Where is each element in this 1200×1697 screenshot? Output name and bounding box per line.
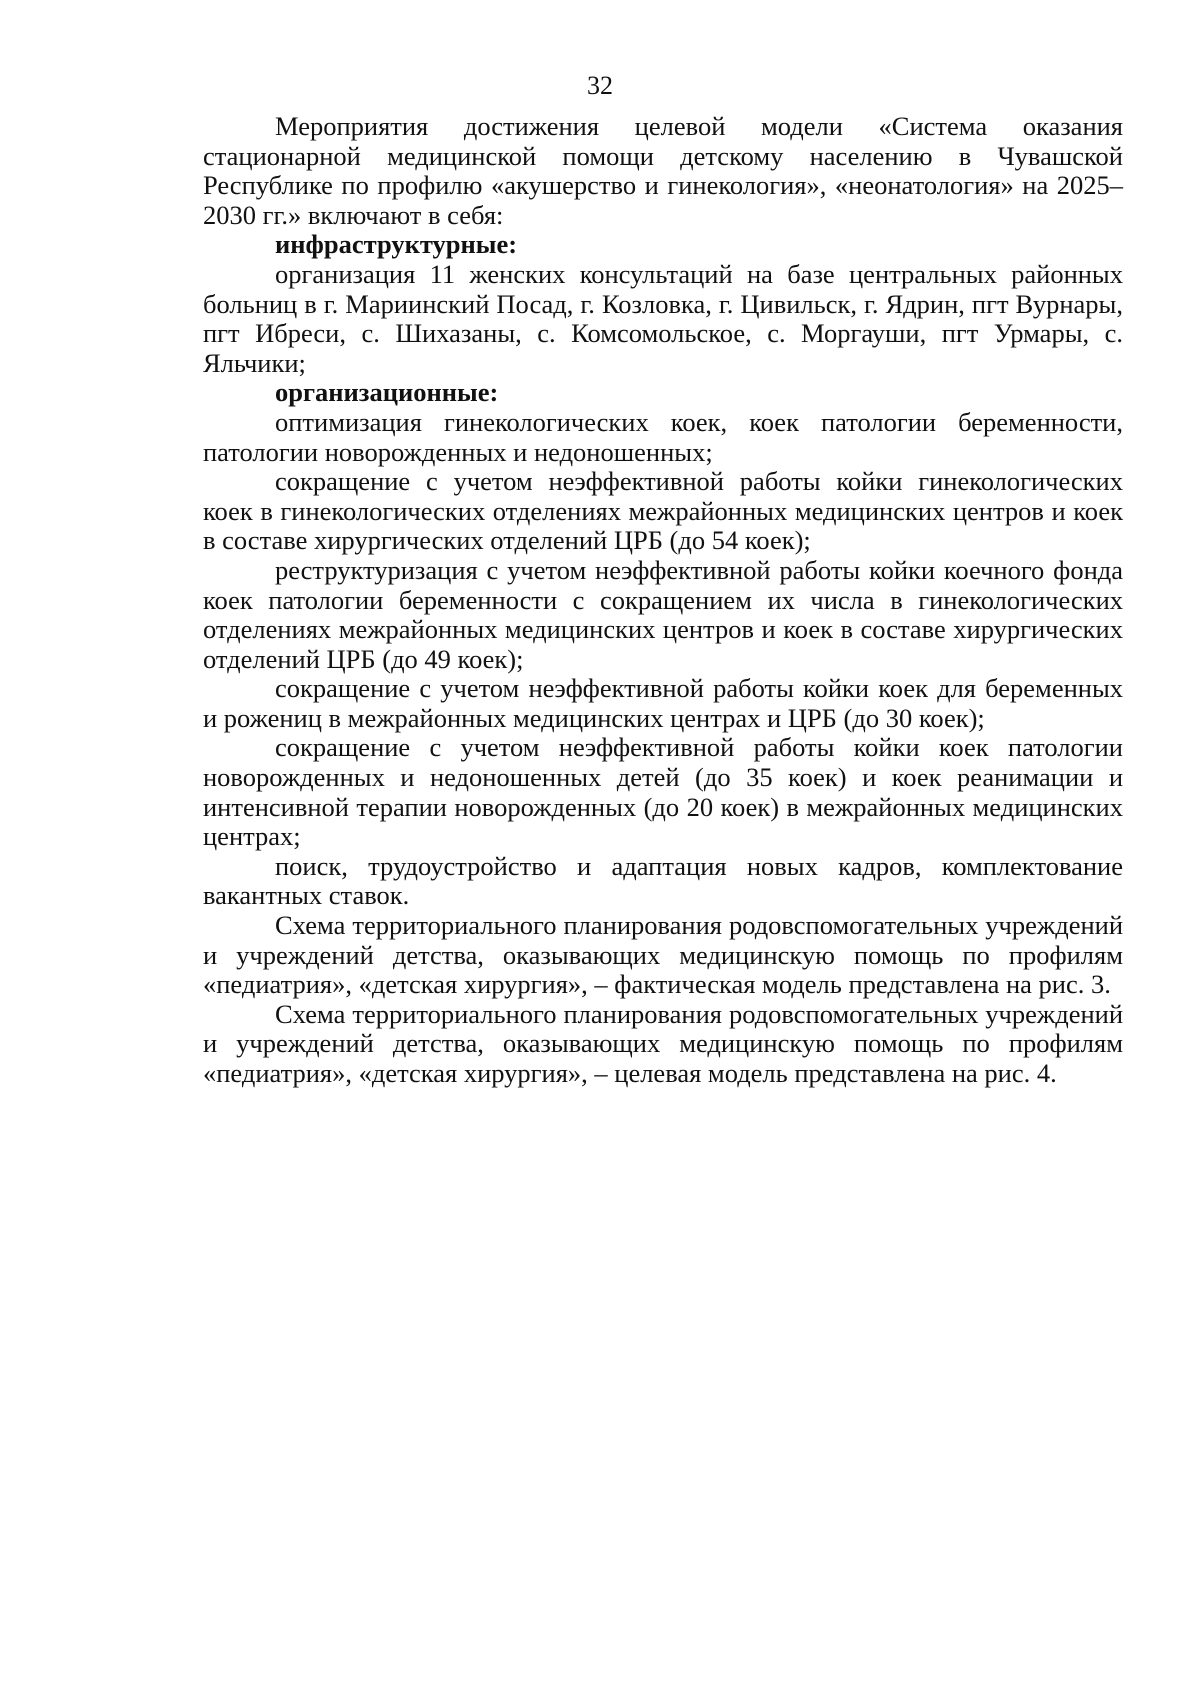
heading-organizational: организационные: — [275, 377, 499, 408]
paragraph-scheme-target: Схема территориального планирования родовспомогательных учреждений и учреждений детства, оказывающих медицинскую помощь по профилям «педиатрия», «детская хирургия», – целевая модель представлена на рис. 4. — [203, 998, 1123, 1088]
paragraph-organizational-3: реструктуризация с учетом неэффективной работы койки коечного фонда коек патологии беременности с сокращением их числа в гинекологических отделениях межрайонных медицинских центров и коек в составе хирургических отделений ЦРБ (до 49 коек); — [203, 554, 1123, 674]
paragraph-organizational-2: сокращение с учетом неэффективной работы койки гинекологических коек в гинекологических отделениях межрайонных медицинских центров и коек в составе хирургических отделений ЦРБ (до 54 коек); — [203, 466, 1123, 556]
paragraph-organizational-5: сокращение с учетом неэффективной работы койки коек патологии новорожденных и недоношенных детей (до 35 коек) и коек реанимации и интенсивной терапии новорожденных (до 20 коек) в межрайонных медицинских центрах; — [203, 732, 1123, 852]
paragraph-organizational-4: сокращение с учетом неэффективной работы койки коек для беременных и рожениц в межрайонных медицинских центрах и ЦРБ (до 30 коек); — [203, 673, 1123, 733]
document-body — [203, 112, 1123, 1089]
paragraph-infrastructure-1: организация 11 женских консультаций на базе центральных районных больниц в г. Мариинский Посад, г. Козловка, г. Цивильск, г. Ядрин, пгт Вурнары, пгт Ибреси, с. Шихазаны, с. Комсомольское, с. Моргауши, пгт Урмары, с. Яльчики; — [203, 258, 1123, 378]
heading-infrastructure: инфраструктурные: — [275, 229, 518, 260]
paragraph-organizational-1: оптимизация гинекологических коек, коек патологии беременности, патологии новорожденных и недоношенных; — [203, 406, 1123, 467]
page-number: 32 — [587, 71, 613, 100]
paragraph-scheme-actual: Схема территориального планирования родовспомогательных учреждений и учреждений детства, оказывающих медицинскую помощь по профилям «педиатрия», «детская хирургия», – фактическая модель представлена на рис. 3. — [203, 910, 1123, 1000]
paragraph-intro: Мероприятия достижения целевой модели «Система оказания стационарной медицинской помощи детскому населению в Чувашской Республике по профилю «акушерство и гинекология», «неонатология» на 2025–2030 гг.» включают в себя: — [203, 111, 1123, 230]
paragraph-organizational-6: поиск, трудоустройство и адаптация новых кадров, комплектование вакантных ставок. — [203, 850, 1123, 911]
